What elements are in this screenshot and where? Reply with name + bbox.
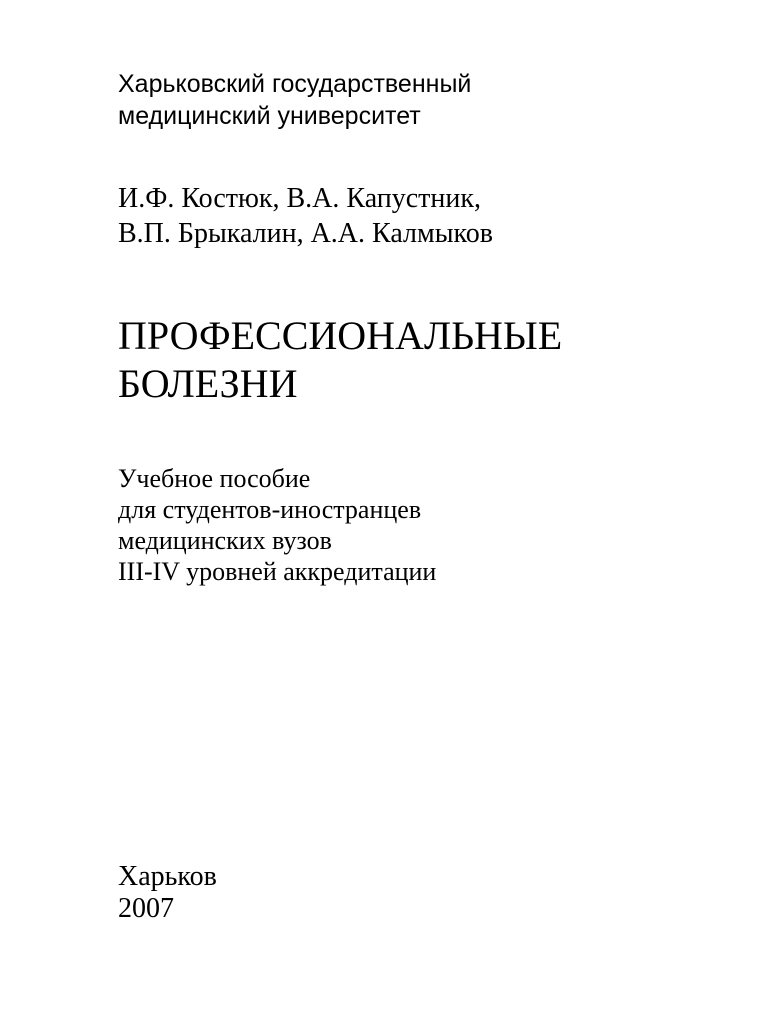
authors-line-2: В.П. Брыкалин, А.А. Калмыков: [118, 218, 493, 249]
subtitle-line-2: для студентов-иностранцев: [118, 495, 422, 524]
imprint-city: Харьков: [118, 861, 217, 892]
subtitle-line-4: III-IV уровней аккредитации: [118, 557, 437, 586]
imprint-year: 2007: [118, 893, 174, 924]
institution-line-1: Харьковский государственный: [118, 70, 472, 98]
subtitle-line-1: Учебное пособие: [118, 464, 311, 493]
institution-line-2: медицинский университет: [118, 102, 421, 130]
subtitle-line-3: медицинских вузов: [118, 526, 332, 555]
authors-line-1: И.Ф. Костюк, В.А. Капустник,: [118, 183, 481, 214]
book-title-line-1: ПРОФЕССИОНАЛЬНЫЕ: [118, 313, 563, 358]
book-title-line-2: БОЛЕЗНИ: [118, 361, 298, 406]
